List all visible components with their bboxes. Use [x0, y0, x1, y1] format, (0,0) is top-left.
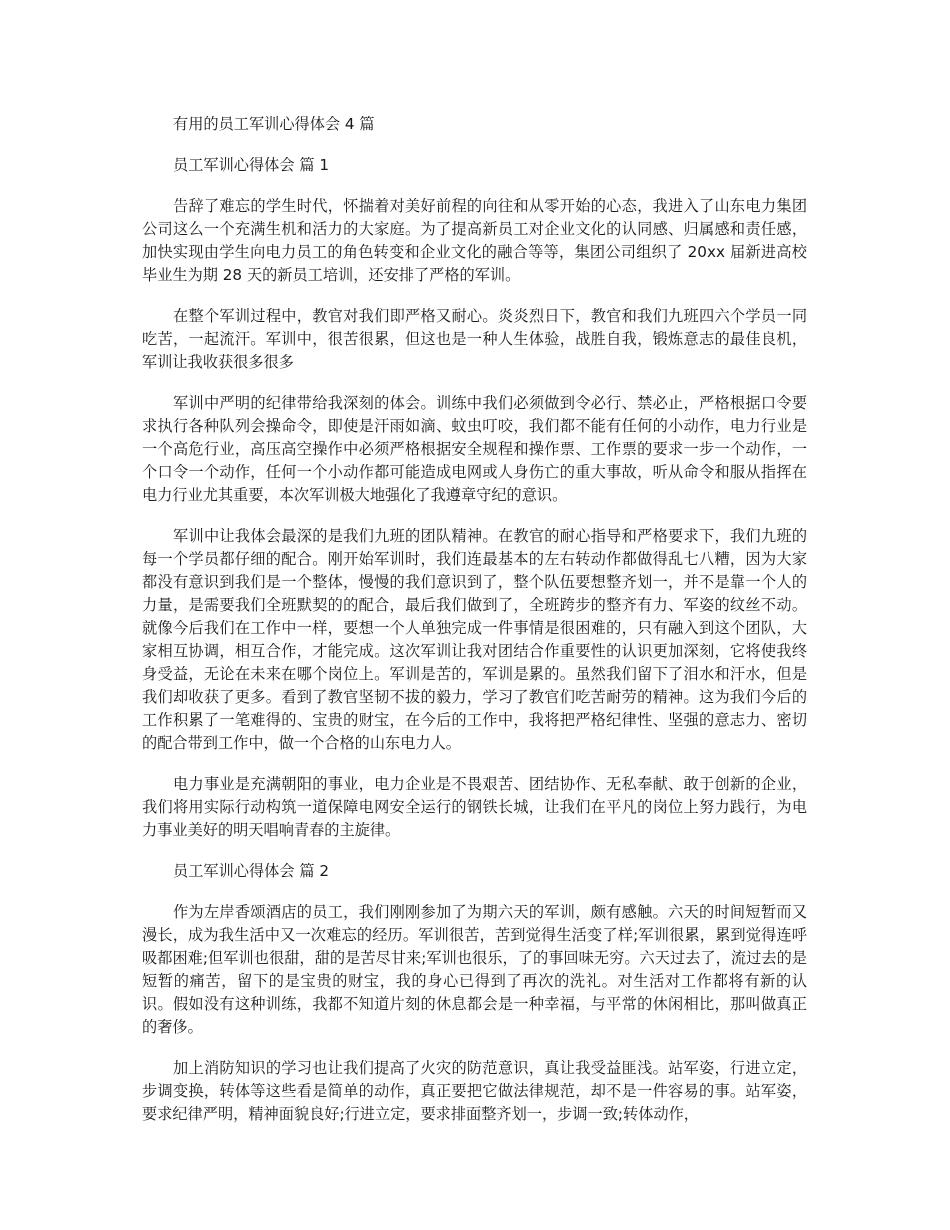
document-section [142, 154, 807, 842]
body-paragraph: 告辞了难忘的学生时代，怀揣着对美好前程的向往和从零开始的心态，我进入了山东电力集团公司这么一个充满生机和活力的大家庭。为了提高新员工对企业文化的认同感、归属感和责任感，加快实现由学生向电力员工的角色转变和企业文化的融合等等，集团公司组织了 20xx 届新进高校毕业生为期 28 天的新员工培训，还安排了严格的军训。 [142, 197, 807, 284]
body-paragraph: 加上消防知识的学习也让我们提高了火灾的防范意识，真让我受益匪浅。站军姿，行进立定，步调变换，转体等这些看是简单的动作，真正要把它做法律规范，却不是一件容易的事。站军姿，要求纪律严明，精神面貌良好;行进立定，要求排面整齐划一，步调一致;转体动作， [142, 1059, 807, 1123]
document-title: 有用的员工军训心得体会 4 篇 [173, 115, 375, 133]
body-paragraph: 军训中严明的纪律带给我深刻的体会。训练中我们必须做到令必行、禁必止，严格根据口令要求执行各种队列会操命令，即使是汗雨如滴、蚊虫叮咬，我们都不能有任何的小动作，电力行业是一个高危行业，高压高空操作中必须严格根据安全规程和操作票、工作票的要求一步一个动作，一个口令一个动作，任何一个小动作都可能造成电网或人身伤亡的重大事故，听从命令和服从指挥在电力行业尤其重要，本次军训极大地强化了我遵章守纪的意识。 [142, 394, 807, 504]
body-paragraph: 作为左岸香颂酒店的员工，我们刚刚参加了为期六天的军训，颇有感触。六天的时间短暂而又漫长，成为我生活中又一次难忘的经历。军训很苦，苦到觉得生活变了样;军训很累，累到觉得连呼吸都困难;但军训也很甜，甜的是苦尽甘来;军训也很乐，了的事回味无穷。六天过去了，流过去的是短暂的痛苦，留下的是宝贵的财宝，我的身心已得到了再次的洗礼。对生活对工作都将有新的认识。假如没有这种训练，我都不知道片刻的休息都会是一种幸福，与平常的休闲相比，那叫做真正的奢侈。 [142, 903, 807, 1036]
section-heading: 员工军训心得体会 篇 2 [173, 862, 330, 880]
body-paragraph: 电力事业是充满朝阳的事业，电力企业是不畏艰苦、团结协作、无私奉献、敢于创新的企业，我们将用实际行动构筑一道保障电网安全运行的钢铁长城，让我们在平凡的岗位上努力践行，为电力事业美好的明天唱响青春的主旋律。 [142, 775, 807, 839]
section-heading: 员工军训心得体会 篇 1 [173, 156, 330, 174]
document-section [142, 860, 807, 1126]
document-sections [142, 154, 807, 1126]
body-paragraph: 军训中让我体会最深的是我们九班的团队精神。在教官的耐心指导和严格要求下，我们九班的每一个学员都仔细的配合。刚开始军训时，我们连最基本的左右转动作都做得乱七八糟，因为大家都没有意识到我们是一个整体，慢慢的我们意识到了，整个队伍要想整齐划一，并不是靠一个人的力量，是需要我们全班默契的的配合，最后我们做到了，全班跨步的整齐有力、军姿的纹丝不动。就像今后我们在工作中一样，要想一个人单独完成一件事情是很困难的，只有融入到这个团队，大家相互协调，相互合作，才能完成。这次军训让我对团结合作重要性的认识更加深刻，它将使我终身受益，无论在未来在哪个岗位上。军训是苦的，军训是累的。虽然我们留下了泪水和汗水，但是我们却收获了更多。看到了教官坚韧不拔的毅力，学习了教官们吃苦耐劳的精神。这为我们今后的工作积累了一笔难得的、宝贵的财宝，在今后的工作中，我将把严格纪律性、坚强的意志力、密切的配合带到工作中，做一个合格的山东电力人。 [142, 527, 807, 752]
body-paragraph: 在整个军训过程中，教官对我们即严格又耐心。炎炎烈日下，教官和我们九班四六个学员一同吃苦，一起流汗。军训中，很苦很累，但这也是一种人生体验，战胜自我，锻炼意志的最佳良机，军训让我收获很多很多 [142, 307, 807, 371]
